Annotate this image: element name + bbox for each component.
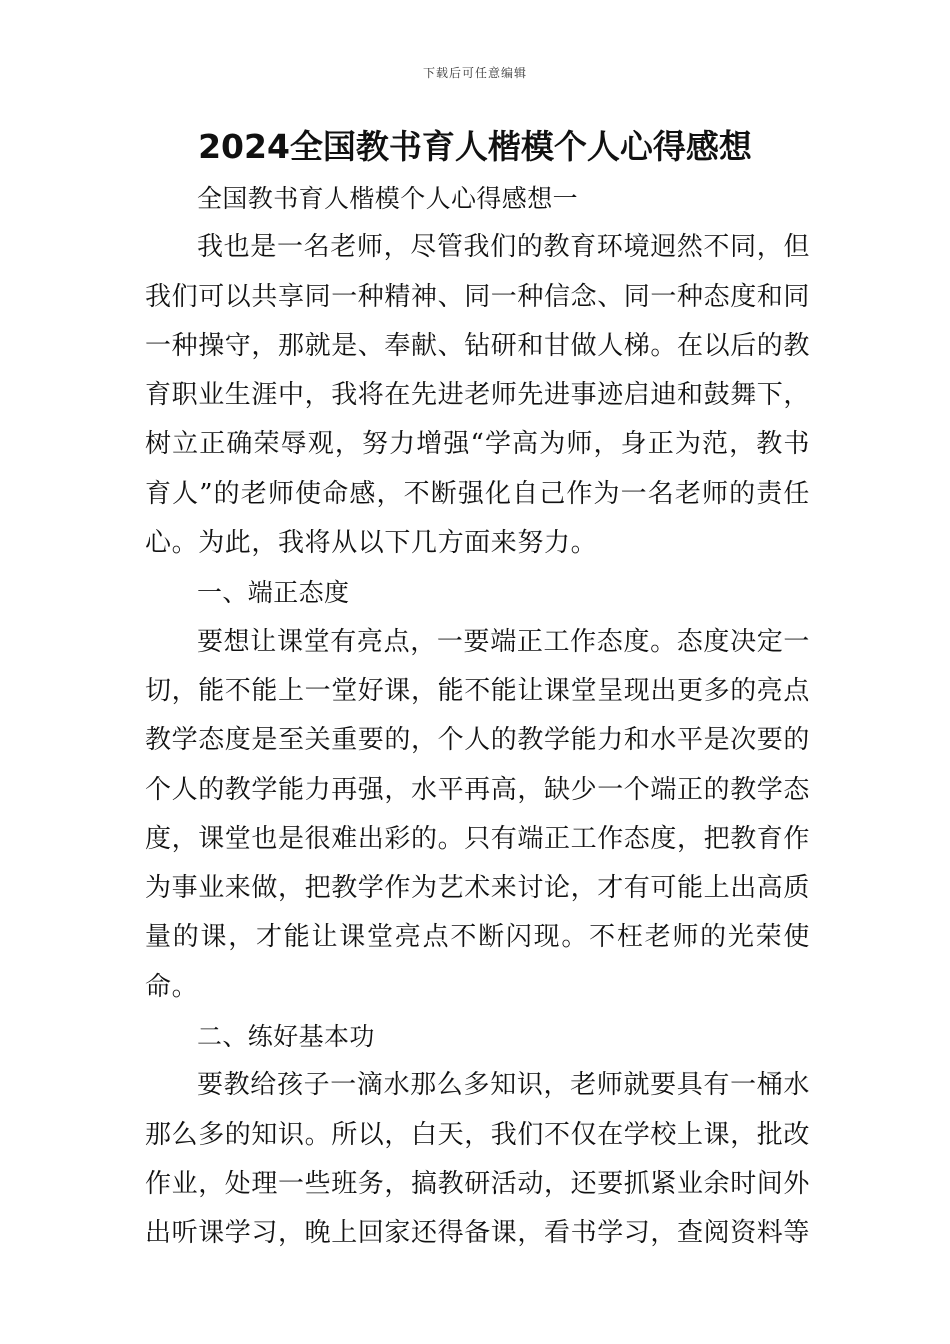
paragraph-intro: 我也是一名老师，尽管我们的教育环境迥然不同，但我们可以共享同一种精神、同一种信念、同一种态度和同一种操守，那就是、奉献、钻研和甘做人梯。在以后的教育职业生涯中，我将在先进老师先进事迹启迪和鼓舞下，树立正确荣辱观，努力增强“学高为师，身正为范，教书育人”的老师使命感，不断强化自己作为一名老师的责任心。为此，我将从以下几方面来努力。 <box>145 232 811 559</box>
section-heading-attitude: 一、端正态度 <box>197 578 350 608</box>
header-note: 下载后可任意编辑 <box>422 66 527 80</box>
paragraph-attitude: 要想让课堂有亮点，一要端正工作态度。态度决定一切，能不能上一堂好课，能不能让课堂呈现出更多的亮点教学态度是至关重要的，个人的教学能力和水平是次要的个人的教学能力再强，水平再高，缺少一个端正的教学态度，课堂也是很难出彩的。只有端正工作态度，把教育作为事业来做，把教学作为艺术来讨论，才有可能上出高质量的课，才能让课堂亮点不断闪现。不枉老师的光荣使命。 <box>145 626 811 1002</box>
document-body <box>145 174 810 1259</box>
document-title: 2024全国教书育人楷模个人心得感想 <box>198 127 752 166</box>
paragraph-basics: 要教给孩子一滴水那么多知识，老师就要具有一桶水那么多的知识。所以，白天，我们不仅在学校上课，批改作业，处理一些班务，搞教研活动，还要抓紧业余时间外出听课学习，晚上回家还得备课，看书学习，查阅资料等 <box>145 1070 811 1249</box>
section-heading-basics: 二、练好基本功 <box>197 1022 375 1052</box>
section-subtitle: 全国教书育人楷模个人心得感想一 <box>197 184 579 213</box>
